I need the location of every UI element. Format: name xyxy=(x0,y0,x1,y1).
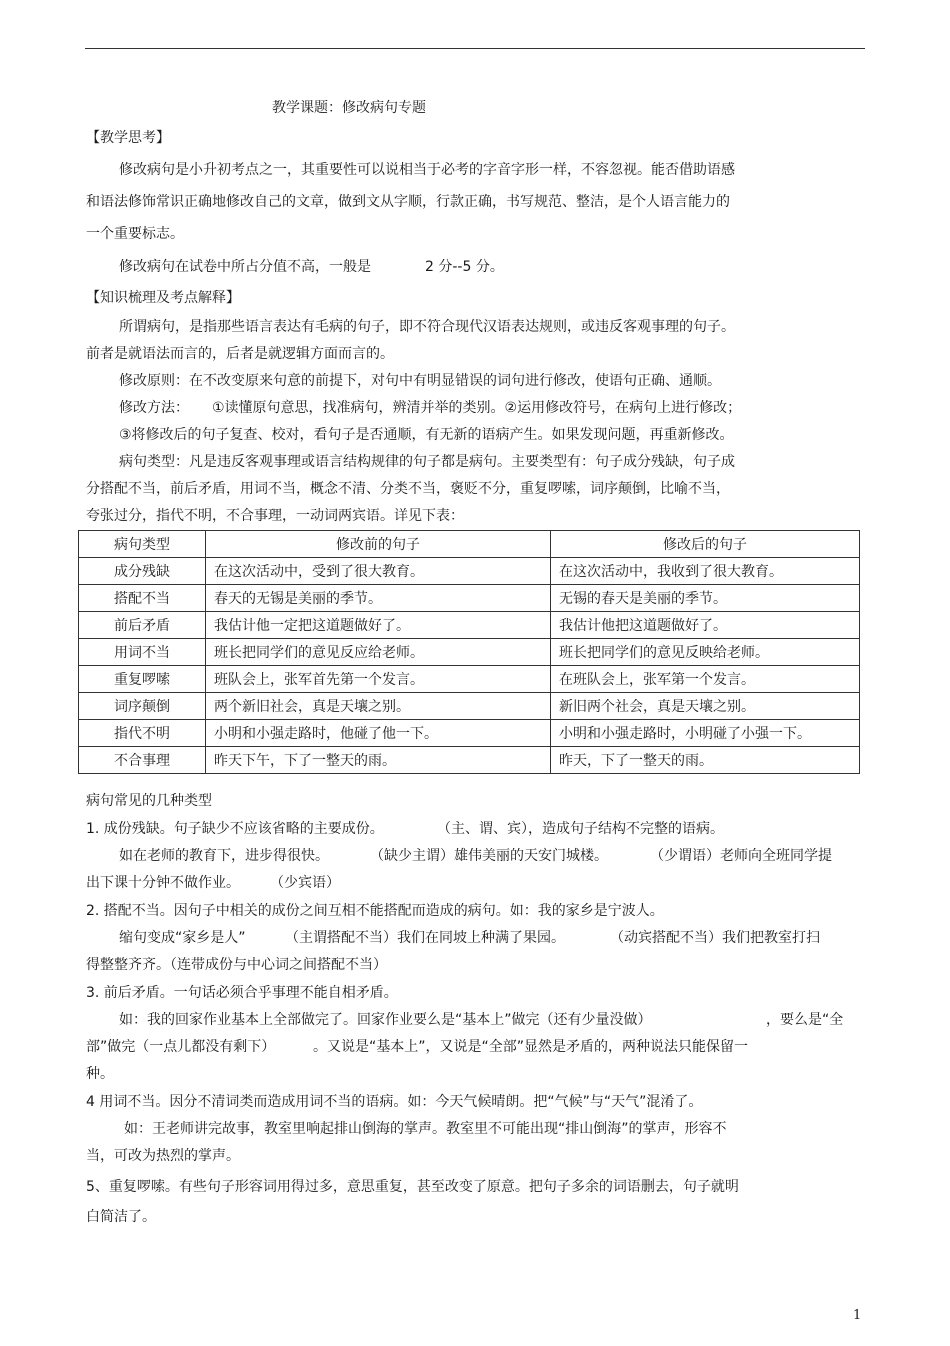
before-sentence-cell: 我估计他一定把这道题做好了。 xyxy=(206,612,551,639)
error-type-cell: 不合事理 xyxy=(79,747,206,774)
paragraph-line: 如：我的回家作业基本上全部做完了。回家作业要么是“基本上”做完（还有少量没做） xyxy=(119,1012,652,1028)
paragraph-line: 分搭配不当，前后矛盾，用词不当，概念不清、分类不当，褒贬不分，重复啰嗦，词序颠倒，比喻不当， xyxy=(86,481,730,497)
sentence-error-table xyxy=(78,530,860,774)
table-header-cell: 修改后的句子 xyxy=(551,531,860,558)
table-header-row xyxy=(79,531,860,558)
table-row xyxy=(79,612,860,639)
paragraph-line: ③将修改后的句子复查、校对，看句子是否通顺，有无新的语病产生。如果发现问题，再重新修改。 xyxy=(119,427,734,443)
paragraph-line: 部”做完（一点儿都没有剩下） xyxy=(86,1039,276,1055)
paragraph-line: 前者是就语法而言的，后者是就逻辑方面而言的。 xyxy=(86,346,394,362)
paragraph-line: 修改方法： xyxy=(119,400,189,416)
paragraph-line: ①读懂原句意思，找准病句，辨清并举的类别。②运用修改符号，在病句上进行修改； xyxy=(212,400,742,416)
paragraph-line: 1. 成份残缺。句子缺少不应该省略的主要成份。 xyxy=(86,821,384,837)
table-header-cell: 修改前的句子 xyxy=(206,531,551,558)
score-range: 2 分--5 分。 xyxy=(425,259,504,275)
error-type-cell: 搭配不当 xyxy=(79,585,206,612)
after-sentence-cell: 小明和小强走路时，小明碰了小强一下。 xyxy=(551,720,860,747)
paragraph-line: 种。 xyxy=(86,1066,114,1082)
paragraph-line: 出下课十分钟不做作业。 xyxy=(86,875,240,891)
paragraph-line: 4 用词不当。因分不清词类而造成用词不当的语病。如：今天气候晴朗。把“气候”与“天气”混淆了。 xyxy=(86,1094,703,1110)
after-sentence-cell: 新旧两个社会，真是天壤之别。 xyxy=(551,693,860,720)
section-heading-thinking: 【教学思考】 xyxy=(86,130,170,146)
table-row xyxy=(79,666,860,693)
table-row xyxy=(79,747,860,774)
paragraph-line: 一个重要标志。 xyxy=(86,226,184,242)
before-sentence-cell: 在这次活动中，受到了很大教育。 xyxy=(206,558,551,585)
paragraph-line: （主谓搭配不当）我们在同坡上种满了果园。 xyxy=(285,930,565,946)
paragraph-line: ，要么是“全 xyxy=(766,1012,844,1028)
paragraph-line: 修改病句是小升初考点之一，其重要性可以说相当于必考的字音字形一样，不容忽视。能否借助语感 xyxy=(119,162,735,178)
error-type-cell: 成分残缺 xyxy=(79,558,206,585)
paragraph-line: 5、重复啰嗦。有些句子形容词用得过多，意思重复，甚至改变了原意。把句子多余的词语删去，句子就明 xyxy=(86,1179,739,1195)
paragraph-line: 2. 搭配不当。因句子中相关的成份之间互相不能搭配而造成的病句。如：我的家乡是宁波人。 xyxy=(86,903,664,919)
paragraph-line: 如：王老师讲完故事，教室里响起排山倒海的掌声。教室里不可能出现“排山倒海”的掌声，形容不 xyxy=(124,1121,727,1137)
paragraph-line: 和语法修饰常识正确地修改自己的文章，做到文从字顺，行款正确，书写规范、整洁，是个人语言能力的 xyxy=(86,194,730,210)
page-number: 1 xyxy=(853,1308,862,1323)
paragraph-line: （主、谓、宾），造成句子结构不完整的语病。 xyxy=(437,821,724,837)
after-sentence-cell: 我估计他把这道题做好了。 xyxy=(551,612,860,639)
error-type-cell: 前后矛盾 xyxy=(79,612,206,639)
paragraph-line: 。又说是“基本上”，又说是“全部”显然是矛盾的，两种说法只能保留一 xyxy=(313,1039,749,1055)
before-sentence-cell: 班队会上，张军首先第一个发言。 xyxy=(206,666,551,693)
error-type-cell: 指代不明 xyxy=(79,720,206,747)
table-row xyxy=(79,558,860,585)
after-sentence-cell: 班长把同学们的意见反映给老师。 xyxy=(551,639,860,666)
error-type-cell: 重复啰嗦 xyxy=(79,666,206,693)
paragraph-line: 所谓病句，是指那些语言表达有毛病的句子，即不符合现代汉语表达规则，或违反客观事理的句子。 xyxy=(119,319,735,335)
paragraph-line: 当，可改为热烈的掌声。 xyxy=(86,1148,240,1164)
error-type-cell: 用词不当 xyxy=(79,639,206,666)
paragraph-line: （少宾语） xyxy=(270,875,340,891)
before-sentence-cell: 两个新旧社会，真是天壤之别。 xyxy=(206,693,551,720)
before-sentence-cell: 小明和小强走路时，他碰了他一下。 xyxy=(206,720,551,747)
table-row xyxy=(79,639,860,666)
table-row xyxy=(79,693,860,720)
after-sentence-cell: 在这次活动中，我收到了很大教育。 xyxy=(551,558,860,585)
error-type-cell: 词序颠倒 xyxy=(79,693,206,720)
before-sentence-cell: 昨天下午，下了一整天的雨。 xyxy=(206,747,551,774)
paragraph-line: 3. 前后矛盾。一句话必须合乎事理不能自相矛盾。 xyxy=(86,985,398,1001)
paragraph-line: （缺少主谓）雄伟美丽的天安门城楼。 xyxy=(370,848,608,864)
before-sentence-cell: 春天的无锡是美丽的季节。 xyxy=(206,585,551,612)
paragraph-line: （动宾搭配不当）我们把教室打扫 xyxy=(610,930,820,946)
after-sentence-cell: 昨天，下了一整天的雨。 xyxy=(551,747,860,774)
paragraph-line: 病句类型：凡是违反客观事理或语言结构规律的句子都是病句。主要类型有：句子成分残缺，句子成 xyxy=(119,454,735,470)
paragraph-line: 缩句变成“家乡是人” xyxy=(119,930,246,946)
paragraph-line: （少谓语）老师向全班同学提 xyxy=(650,848,832,864)
table-header-cell: 病句类型 xyxy=(79,531,206,558)
table-row xyxy=(79,585,860,612)
table-row xyxy=(79,720,860,747)
header-rule xyxy=(85,48,865,49)
after-sentence-cell: 无锡的春天是美丽的季节。 xyxy=(551,585,860,612)
paragraph-line: 夸张过分，指代不明，不合事理，一动词两宾语。详见下表： xyxy=(86,508,464,524)
paragraph-line: 白简洁了。 xyxy=(86,1209,156,1225)
before-sentence-cell: 班长把同学们的意见反应给老师。 xyxy=(206,639,551,666)
page-title: 教学课题：修改病句专题 xyxy=(272,100,426,116)
paragraph-line: 如在老师的教育下，进步得很快。 xyxy=(119,848,329,864)
after-sentence-cell: 在班队会上，张军第一个发言。 xyxy=(551,666,860,693)
section-heading-knowledge: 【知识梳理及考点解释】 xyxy=(86,290,240,306)
paragraph-line: 得整整齐齐。（连带成份与中心词之间搭配不当） xyxy=(86,957,387,973)
section-heading-common-types: 病句常见的几种类型 xyxy=(86,793,212,809)
paragraph-line: 修改原则：在不改变原来句意的前提下，对句中有明显错误的词句进行修改，使语句正确、通顺。 xyxy=(119,373,721,389)
paragraph-line: 修改病句在试卷中所占分值不高，一般是 xyxy=(119,259,371,275)
